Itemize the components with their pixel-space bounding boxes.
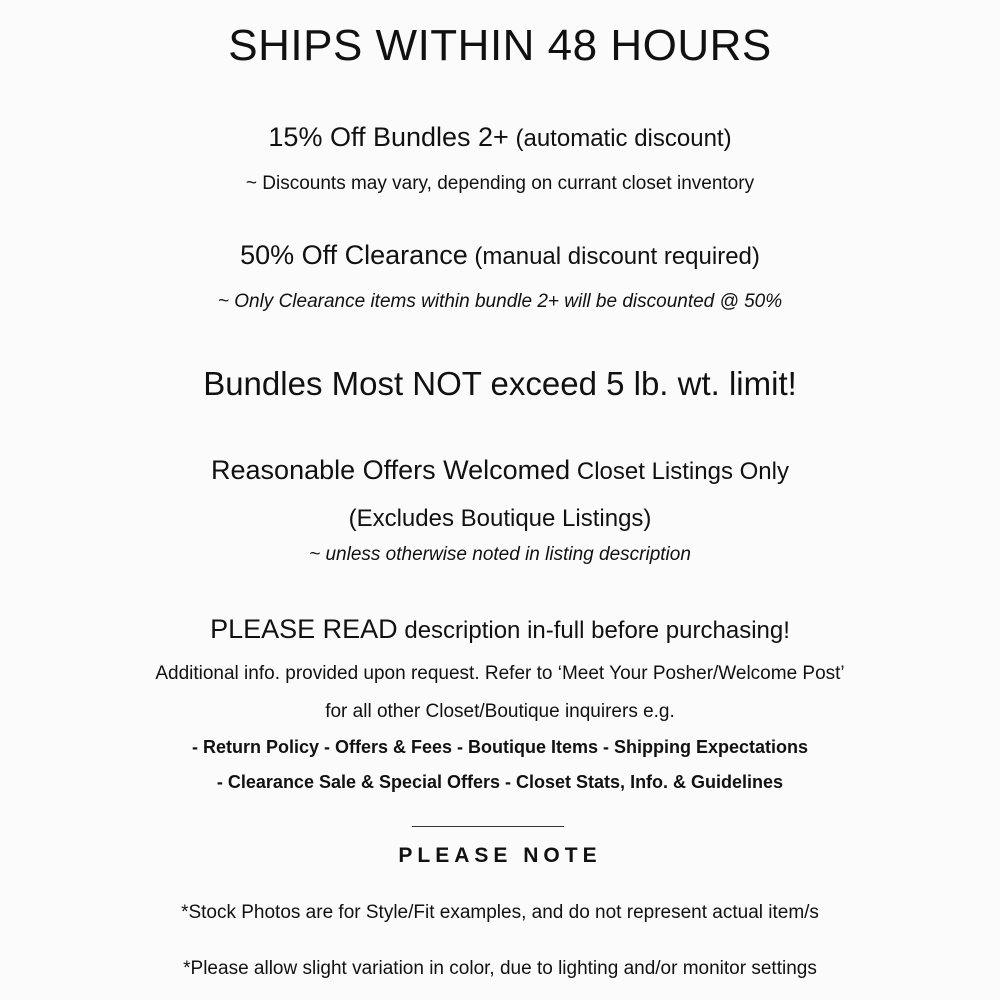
- offers-heading: [0, 457, 1000, 484]
- offers-note: ~ unless otherwise noted in listing description: [309, 544, 691, 565]
- please-read-rest: description in-full before purchasing!: [397, 617, 790, 644]
- stock-photos-disclaimer: *Stock Photos are for Style/Fit examples, and do not represent actual item/s: [181, 902, 819, 923]
- info-line-1: Additional info. provided upon request. Refer to ‘Meet Your Posher/Welcome Post’: [155, 663, 845, 684]
- clearance-heading: [0, 242, 1000, 269]
- bundles-discount-paren: (automatic discount): [508, 125, 732, 152]
- please-read-heading: [0, 616, 1000, 643]
- section-divider: [412, 826, 564, 827]
- offers-main: Reasonable Offers Welcomed: [211, 455, 571, 485]
- ships-within-heading: SHIPS WITHIN 48 HOURS: [228, 21, 772, 70]
- clearance-paren: (manual discount required): [467, 243, 760, 270]
- please-note-heading: PLEASE NOTE: [398, 844, 602, 867]
- clearance-main: 50% Off Clearance: [240, 240, 468, 270]
- color-variation-disclaimer: *Please allow slight variation in color, due to lighting and/or monitor settings: [183, 958, 817, 979]
- offers-rest: Closet Listings Only: [570, 458, 789, 485]
- bundles-discount-heading: [0, 124, 1000, 151]
- bundles-discount-note: ~ Discounts may vary, depending on currant closet inventory: [245, 173, 755, 194]
- bundles-discount-main: 15% Off Bundles 2+: [268, 122, 509, 152]
- weight-limit-heading: Bundles Most NOT exceed 5 lb. wt. limit!: [203, 365, 797, 402]
- info-line-2: for all other Closet/Boutique inquirers e.g.: [325, 701, 675, 722]
- offers-excludes: (Excludes Boutique Listings): [348, 505, 652, 532]
- topics-bullets-2: - Clearance Sale & Special Offers - Closet Stats, Info. & Guidelines: [216, 772, 784, 792]
- please-read-main: PLEASE READ: [210, 614, 398, 644]
- topics-bullets-1: - Return Policy - Offers & Fees - Boutique Items - Shipping Expectations: [191, 737, 809, 757]
- clearance-note: ~ Only Clearance items within bundle 2+ will be discounted @ 50%: [217, 291, 783, 312]
